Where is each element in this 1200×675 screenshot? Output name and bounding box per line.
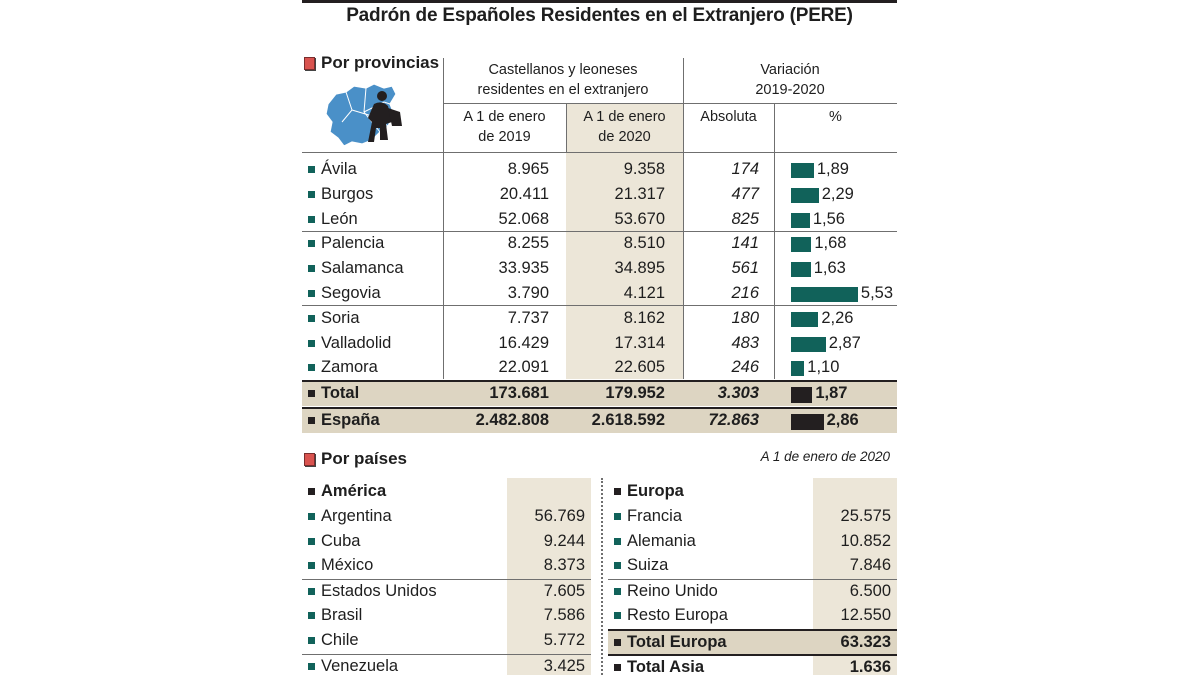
list-item-label (614, 556, 668, 575)
list-item-text: Venezuela (321, 656, 399, 675)
america-header-label (308, 482, 386, 501)
percent-bar (791, 262, 811, 277)
list-item-text: Cuba (321, 531, 361, 550)
column-header-2019: A 1 de enero de 2019 (463, 109, 546, 145)
province-name-text: Zamora (321, 358, 378, 377)
list-item (608, 579, 897, 604)
bullet-icon (614, 538, 621, 545)
total-europa-row-text: Total Europa (627, 632, 727, 651)
value-2020: 179.952 (605, 384, 665, 402)
value-absolute: 3.303 (717, 384, 759, 402)
list-item-label (308, 507, 392, 526)
list-item-label (308, 556, 373, 575)
list-item (608, 530, 897, 555)
total-asia-row (608, 654, 897, 675)
bullet-icon (614, 664, 621, 671)
province-name-text: Palencia (321, 234, 385, 253)
countries-label-text: Por países (321, 449, 407, 468)
europa-header-text: Europa (627, 482, 684, 500)
percent-bar (791, 337, 826, 352)
column-header-2020: A 1 de enero de 2020 (583, 109, 666, 145)
list-item-label (614, 582, 718, 601)
list-item-text: Alemania (627, 531, 696, 550)
value-absolute: 141 (731, 234, 759, 253)
province-name (308, 309, 360, 328)
value-percent: 1,56 (812, 209, 845, 228)
list-item-text: Argentina (321, 506, 392, 525)
america-table (302, 478, 591, 675)
value-absolute: 477 (731, 184, 759, 203)
page-title: Padrón de Españoles Residentes en el Extranjero (PERE) (346, 5, 853, 26)
list-item-label (614, 606, 728, 625)
province-name (308, 210, 358, 229)
province-name-text: Valladolid (321, 333, 392, 352)
province-name (308, 334, 391, 353)
list-item-label (614, 532, 696, 551)
bullet-icon (308, 216, 315, 223)
column-header-percent: % (829, 109, 842, 125)
value-percent: 1,10 (807, 358, 840, 377)
bullet-icon (308, 166, 315, 173)
bullet-icon (614, 639, 621, 646)
table-row (302, 282, 897, 307)
value-percent: 5,53 (860, 284, 894, 302)
list-item (302, 604, 591, 629)
table-row (302, 307, 897, 332)
province-name (308, 259, 404, 278)
value-percent: 2,26 (821, 308, 854, 327)
total-name-text: Total (321, 384, 360, 402)
value-absolute: 72.863 (708, 411, 759, 429)
total-asia-row-text: Total Asia (627, 657, 705, 675)
province-name (308, 284, 381, 303)
table-row (302, 356, 897, 381)
bullet-icon (308, 513, 315, 520)
value-2019: 7.737 (507, 308, 549, 327)
america-header-text: América (321, 482, 387, 500)
list-item-value: 56.769 (534, 506, 585, 525)
list-item-label (614, 507, 682, 526)
provinces-table (302, 58, 897, 438)
value-2020: 17.314 (614, 333, 665, 352)
list-item-label (308, 657, 398, 675)
variation-group-header: Variación 2019-2020 (755, 62, 825, 98)
list-item-text: Estados Unidos (321, 582, 437, 601)
percent-bar (791, 163, 814, 178)
list-item (608, 604, 897, 629)
province-name-text: Segovia (321, 284, 381, 302)
list-item-value: 8.373 (543, 556, 585, 575)
percent-bar (791, 237, 811, 252)
total-asia-row-label (614, 658, 704, 675)
percent-bar (791, 188, 819, 203)
table-row (302, 232, 897, 257)
province-name-text: Salamanca (321, 259, 404, 278)
bullet-icon (308, 612, 315, 619)
list-item-text: México (321, 556, 374, 575)
list-item-value: 5.772 (543, 630, 585, 649)
percent-bar (791, 287, 858, 302)
bullet-icon (308, 488, 315, 495)
list-item (302, 629, 591, 654)
total-name-text: España (321, 411, 380, 429)
bullet-icon (308, 240, 315, 247)
list-item-value: 25.575 (840, 506, 891, 525)
value-2019: 33.935 (498, 259, 549, 278)
value-2019: 8.965 (507, 160, 549, 178)
value-2019: 173.681 (489, 384, 549, 402)
percent-bar (791, 213, 810, 228)
value-absolute: 180 (731, 308, 759, 327)
provinces-label-text: Por provincias (321, 53, 440, 72)
residents-group-header: Castellanos y leoneses residentes en el extranjero (477, 62, 649, 98)
total-row (302, 380, 897, 406)
province-name-text: Burgos (321, 184, 374, 203)
value-2020: 8.162 (623, 308, 665, 327)
bullet-icon (308, 663, 315, 670)
list-item (608, 505, 897, 530)
list-item-label (308, 532, 360, 551)
value-2019: 8.255 (507, 234, 549, 253)
list-item (302, 554, 591, 579)
table-row (302, 183, 897, 208)
province-name-text: Ávila (321, 160, 357, 178)
province-name (308, 185, 373, 204)
value-2019: 20.411 (499, 184, 549, 203)
value-absolute: 246 (731, 358, 759, 377)
bullet-icon (614, 562, 621, 569)
value-2019: 16.429 (498, 333, 549, 352)
value-absolute: 216 (731, 284, 759, 302)
total-name (308, 411, 380, 430)
countries-section-label (304, 449, 407, 469)
list-item-label (308, 582, 437, 601)
table-row (302, 158, 897, 183)
value-absolute: 483 (731, 333, 759, 352)
value-2019: 22.091 (498, 358, 549, 377)
list-item-text: Chile (321, 630, 359, 649)
list-item-value: 12.550 (840, 606, 891, 624)
list-item-text: Francia (627, 506, 683, 525)
value-percent: 1,89 (816, 160, 849, 178)
bullet-icon (308, 390, 315, 397)
bullet-icon (308, 290, 315, 297)
value-absolute: 174 (731, 160, 759, 178)
list-item-value: 3.425 (543, 656, 585, 675)
europa-header (608, 480, 897, 505)
table-row (302, 208, 897, 233)
countries-date-note: A 1 de enero de 2020 (760, 449, 890, 464)
province-name (308, 358, 378, 377)
value-2019: 52.068 (498, 209, 549, 228)
value-percent: 2,86 (826, 411, 859, 429)
bullet-icon (308, 340, 315, 347)
list-item-text: Resto Europa (627, 606, 728, 624)
value-2019: 3.790 (507, 284, 549, 302)
list-item-label (308, 631, 359, 650)
section-marker-icon (304, 453, 315, 466)
bullet-icon (308, 538, 315, 545)
value-2020: 9.358 (623, 160, 665, 178)
value-percent: 2,87 (828, 333, 861, 352)
value-2020: 21.317 (614, 184, 665, 203)
pere-infographic (302, 0, 897, 675)
value-2020: 4.121 (623, 284, 665, 302)
europa-header-label (614, 482, 684, 501)
province-name (308, 234, 384, 253)
bullet-icon (308, 417, 315, 424)
list-item (302, 579, 591, 604)
table-row (302, 332, 897, 357)
value-2020: 22.605 (614, 358, 665, 377)
table-row (302, 257, 897, 282)
bullet-icon (308, 191, 315, 198)
bullet-icon (308, 637, 315, 644)
value-2020: 8.510 (623, 234, 665, 253)
total-europa-row (608, 629, 897, 654)
percent-bar (791, 312, 818, 327)
list-item (608, 554, 897, 579)
bullet-icon (614, 588, 621, 595)
list-item-value: 7.586 (543, 606, 585, 624)
percent-bar (791, 361, 804, 376)
bullet-icon (308, 562, 315, 569)
list-item-value: 10.852 (840, 531, 891, 550)
list-item-text: Brasil (321, 606, 363, 624)
list-item-label (308, 606, 362, 625)
value-2020: 53.670 (614, 209, 665, 228)
bullet-icon (308, 315, 315, 322)
list-item (302, 530, 591, 555)
percent-bar (791, 387, 812, 403)
list-item-value: 9.244 (543, 531, 585, 550)
value-percent: 1,63 (813, 259, 846, 278)
list-item-value: 6.500 (849, 582, 891, 601)
value-2019: 2.482.808 (475, 411, 549, 429)
total-europa-row-label (614, 633, 727, 652)
total-asia-row-value: 1.636 (849, 657, 891, 675)
list-item (302, 654, 591, 675)
list-item-text: Suiza (627, 556, 669, 575)
list-item-text: Reino Unido (627, 582, 718, 601)
bullet-icon (614, 513, 621, 520)
america-header (302, 480, 591, 505)
column-header-absolute: Absoluta (700, 109, 757, 125)
percent-bar (791, 414, 824, 430)
province-name-text: León (321, 209, 358, 228)
value-percent: 1,68 (814, 234, 847, 253)
province-name-text: Soria (321, 308, 360, 327)
list-item (302, 505, 591, 530)
value-2020: 2.618.592 (591, 411, 665, 429)
bullet-icon (308, 265, 315, 272)
spain-row (302, 407, 897, 433)
value-2020: 34.895 (614, 259, 665, 278)
total-europa-row-value: 63.323 (840, 632, 891, 651)
bullet-icon (308, 588, 315, 595)
bullet-icon (308, 364, 315, 371)
top-rule (302, 0, 897, 3)
bullet-icon (614, 488, 621, 495)
total-separator (302, 406, 897, 407)
countries-divider (601, 478, 603, 675)
value-absolute: 561 (731, 259, 759, 278)
list-item-value: 7.605 (543, 582, 585, 601)
total-name (308, 384, 359, 403)
list-item-value: 7.846 (849, 556, 891, 575)
europa-table (608, 478, 897, 675)
value-percent: 1,87 (815, 384, 848, 402)
bullet-icon (614, 612, 621, 619)
province-name (308, 160, 357, 179)
value-percent: 2,29 (821, 184, 854, 203)
value-absolute: 825 (731, 209, 759, 228)
